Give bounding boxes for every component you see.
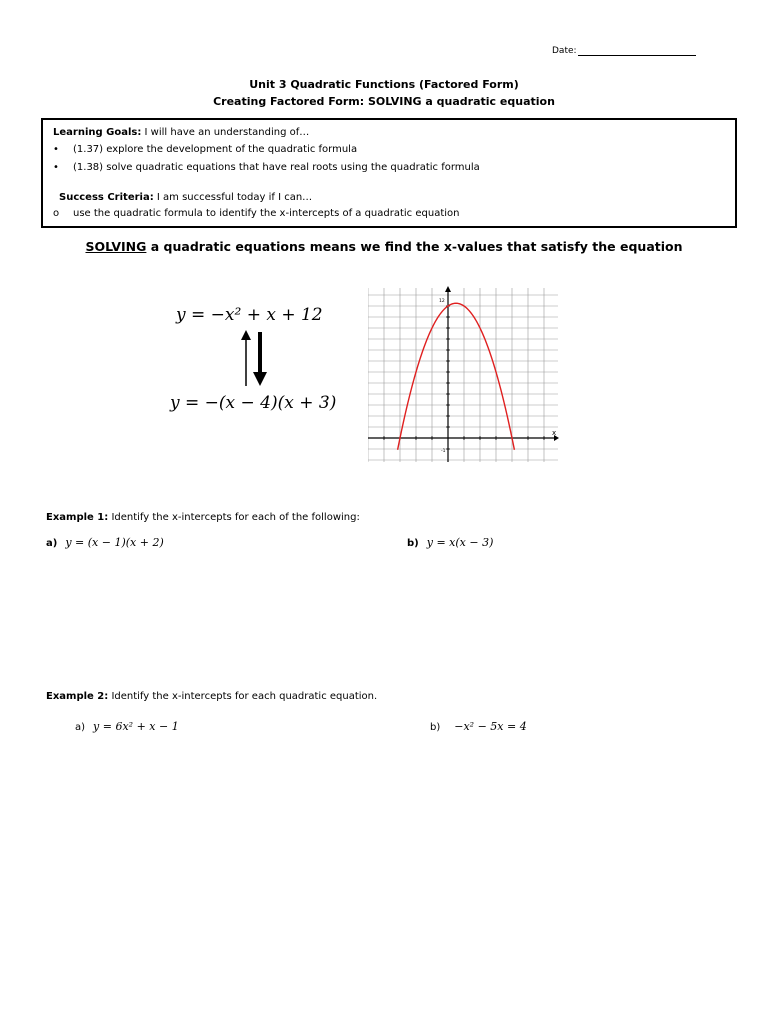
example-2-instruction: Identify the x-intercepts for each quadratic equation. bbox=[108, 691, 378, 702]
learning-goal-text: (1.38) solve quadratic equations that have real roots using the quadratic formula bbox=[73, 162, 480, 173]
success-criteria-heading bbox=[59, 190, 312, 206]
page-subtitle: Creating Factored Form: SOLVING a quadratic equation bbox=[213, 95, 555, 108]
standard-form-equation: y = −x² + x + 12 bbox=[176, 305, 323, 325]
learning-goals-heading bbox=[53, 125, 309, 141]
example-2-label: Example 2: bbox=[46, 691, 109, 702]
factored-form-equation: y = −(x − 4)(x + 3) bbox=[170, 393, 337, 413]
y-tick-label: -1 bbox=[441, 449, 446, 454]
success-criteria-text: use the quadratic formula to identify the x-intercepts of a quadratic equation bbox=[73, 208, 460, 219]
part-b-label: b) bbox=[407, 538, 419, 549]
bullet-icon: • bbox=[53, 162, 59, 173]
success-criteria-text: I am successful today if I can… bbox=[153, 192, 313, 203]
learning-goal-item bbox=[53, 142, 357, 158]
part-a-label: a) bbox=[75, 722, 86, 733]
part-a-equation: y = 6x² + x − 1 bbox=[93, 720, 179, 733]
success-criteria-label: Success Criteria: bbox=[59, 192, 154, 203]
example-1-part-a bbox=[46, 536, 164, 549]
part-b-equation: −x² − 5x = 4 bbox=[454, 720, 527, 733]
learning-goal-text: (1.37) explore the development of the quadratic formula bbox=[73, 144, 358, 155]
example-2-heading bbox=[46, 691, 377, 702]
date-field bbox=[552, 46, 696, 56]
example-1-part-b bbox=[407, 536, 493, 549]
part-b-equation: y = x(x − 3) bbox=[426, 536, 494, 549]
part-a-equation: y = (x − 1)(x + 2) bbox=[65, 536, 164, 549]
learning-goal-item bbox=[53, 160, 480, 176]
conversion-arrows-icon bbox=[238, 328, 272, 390]
x-axis-label: x bbox=[552, 429, 557, 437]
solving-statement-text: a quadratic equations means we find the x-values that satisfy the equation bbox=[146, 239, 683, 254]
parabola-graph bbox=[368, 286, 560, 462]
date-blank-line bbox=[578, 46, 696, 56]
parabola-curve bbox=[398, 303, 515, 450]
solving-statement bbox=[0, 239, 768, 254]
learning-goals-box bbox=[41, 118, 737, 228]
date-label: Date: bbox=[552, 46, 577, 56]
circle-bullet-icon: o bbox=[53, 208, 60, 219]
example-1-instruction: Identify the x-intercepts for each of the following: bbox=[108, 512, 360, 523]
example-1-label: Example 1: bbox=[46, 512, 109, 523]
learning-goals-text: I will have an understanding of… bbox=[141, 127, 310, 138]
part-b-label: b) bbox=[430, 722, 441, 733]
example-2-part-b bbox=[430, 720, 527, 733]
example-2-part-a bbox=[75, 720, 179, 733]
learning-goals-label: Learning Goals: bbox=[53, 127, 142, 138]
example-1-heading bbox=[46, 512, 360, 523]
solving-emphasis: SOLVING bbox=[85, 239, 147, 254]
bullet-icon: • bbox=[53, 144, 59, 155]
success-criteria-item bbox=[53, 206, 459, 222]
graph-grid bbox=[368, 288, 558, 462]
y-tick-label: 12 bbox=[439, 299, 445, 304]
part-a-label: a) bbox=[46, 538, 58, 549]
graph-axes bbox=[368, 286, 559, 462]
page-title: Unit 3 Quadratic Functions (Factored Form) bbox=[249, 78, 519, 91]
